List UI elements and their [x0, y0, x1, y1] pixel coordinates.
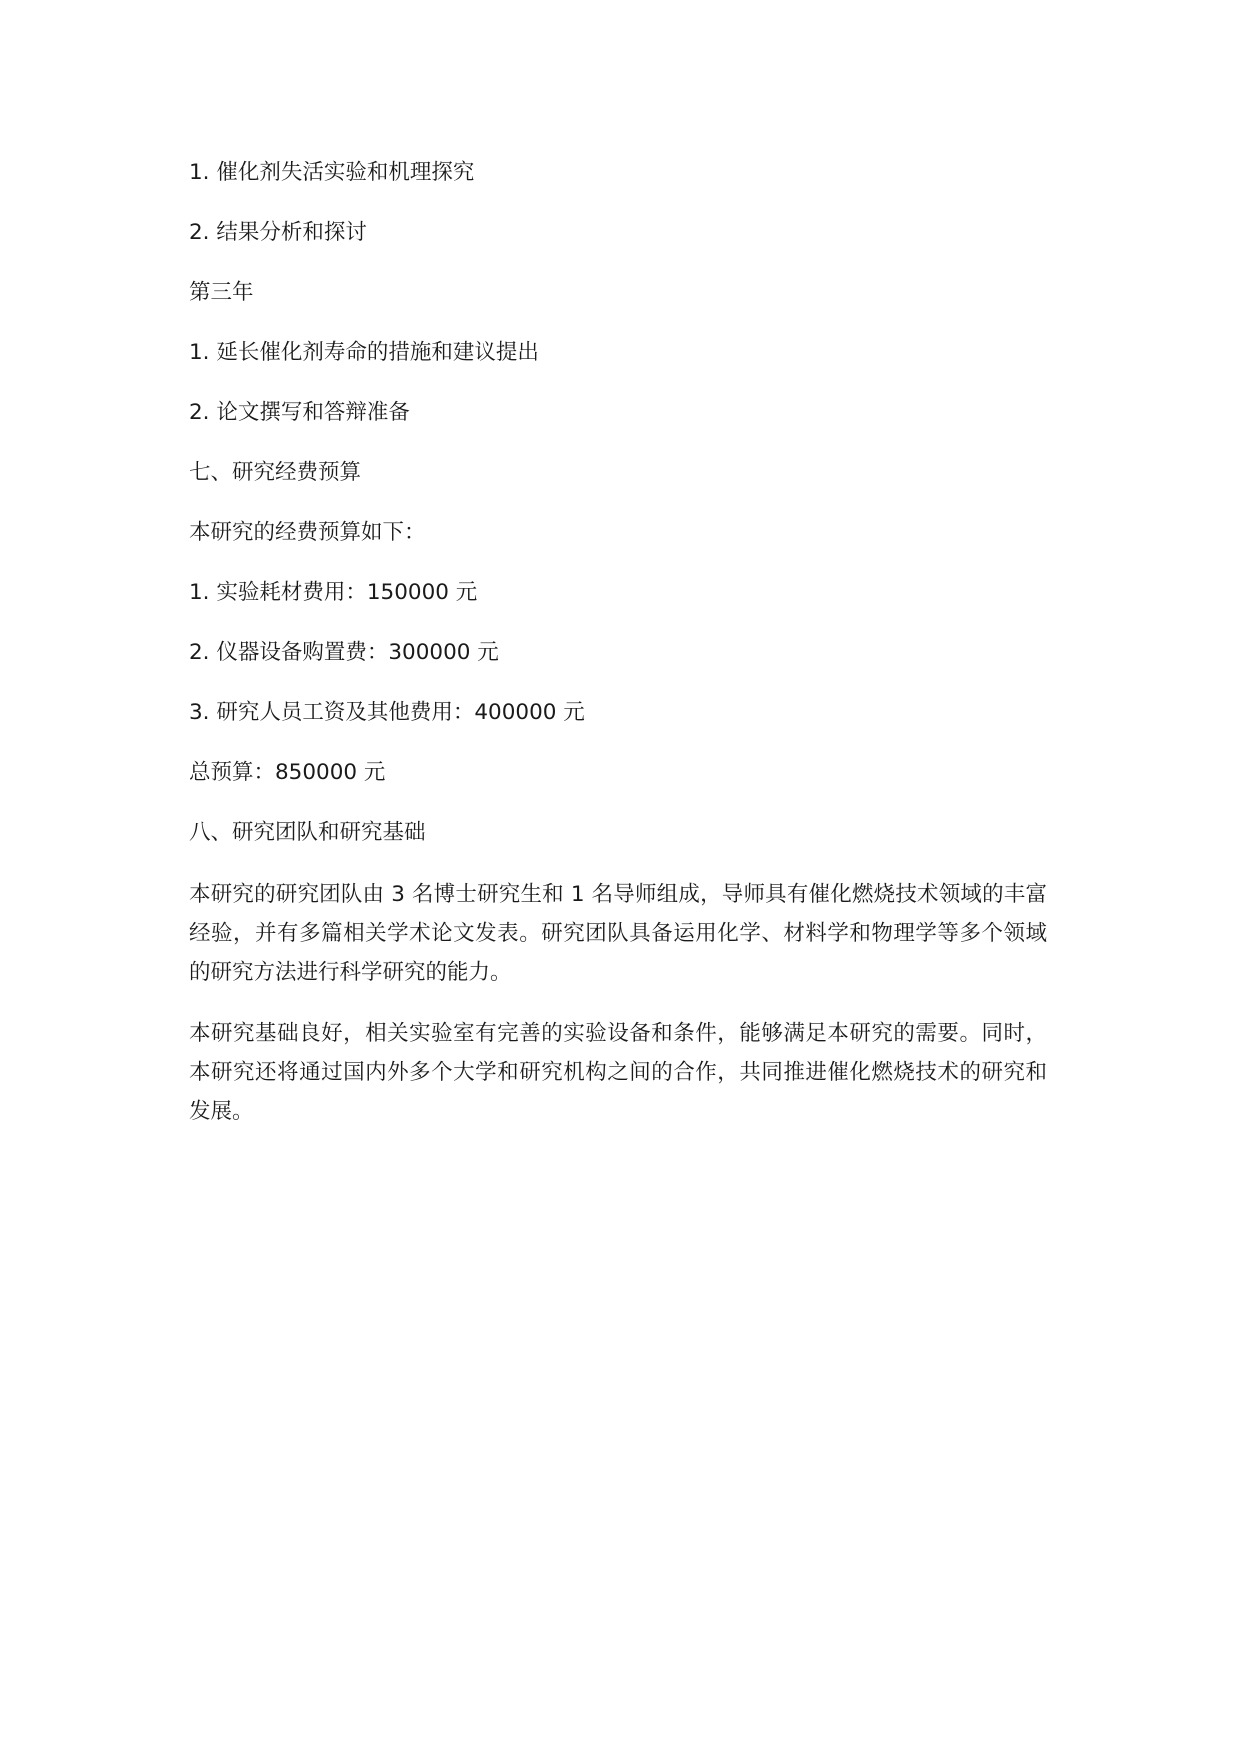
list-item-catalyst-deactivation: 1. 催化剂失活实验和机理探究 [189, 160, 475, 185]
budget-item-equipment: 2. 仪器设备购置费：300000 元 [189, 640, 499, 665]
section-heading-budget: 七、研究经费预算 [189, 460, 362, 485]
budget-intro: 本研究的经费预算如下： [189, 520, 426, 545]
budget-item-consumables: 1. 实验耗材费用：150000 元 [189, 580, 478, 605]
list-item-thesis-writing: 2. 论文撰写和答辩准备 [189, 400, 410, 425]
list-item-result-analysis: 2. 结果分析和探讨 [189, 220, 367, 245]
document-body [189, 155, 1047, 1153]
list-item-extend-life: 1. 延长催化剂寿命的措施和建议提出 [189, 340, 539, 365]
year-three-heading: 第三年 [189, 280, 254, 305]
team-paragraph: 本研究的研究团队由 3 名博士研究生和 1 名导师组成，导师具有催化燃烧技术领域的丰富经验，并有多篇相关学术论文发表。研究团队具备运用化学、材料学和物理学等多个领域的研究方法进行科学研究的能力。 [189, 882, 1047, 985]
foundation-paragraph: 本研究基础良好，相关实验室有完善的实验设备和条件，能够满足本研究的需要。同时，本研究还将通过国内外多个大学和研究机构之间的合作，共同推进催化燃烧技术的研究和发展。 [189, 1021, 1047, 1124]
section-heading-team: 八、研究团队和研究基础 [189, 820, 426, 845]
budget-total: 总预算：850000 元 [189, 760, 386, 785]
budget-item-salaries: 3. 研究人员工资及其他费用：400000 元 [189, 700, 585, 725]
